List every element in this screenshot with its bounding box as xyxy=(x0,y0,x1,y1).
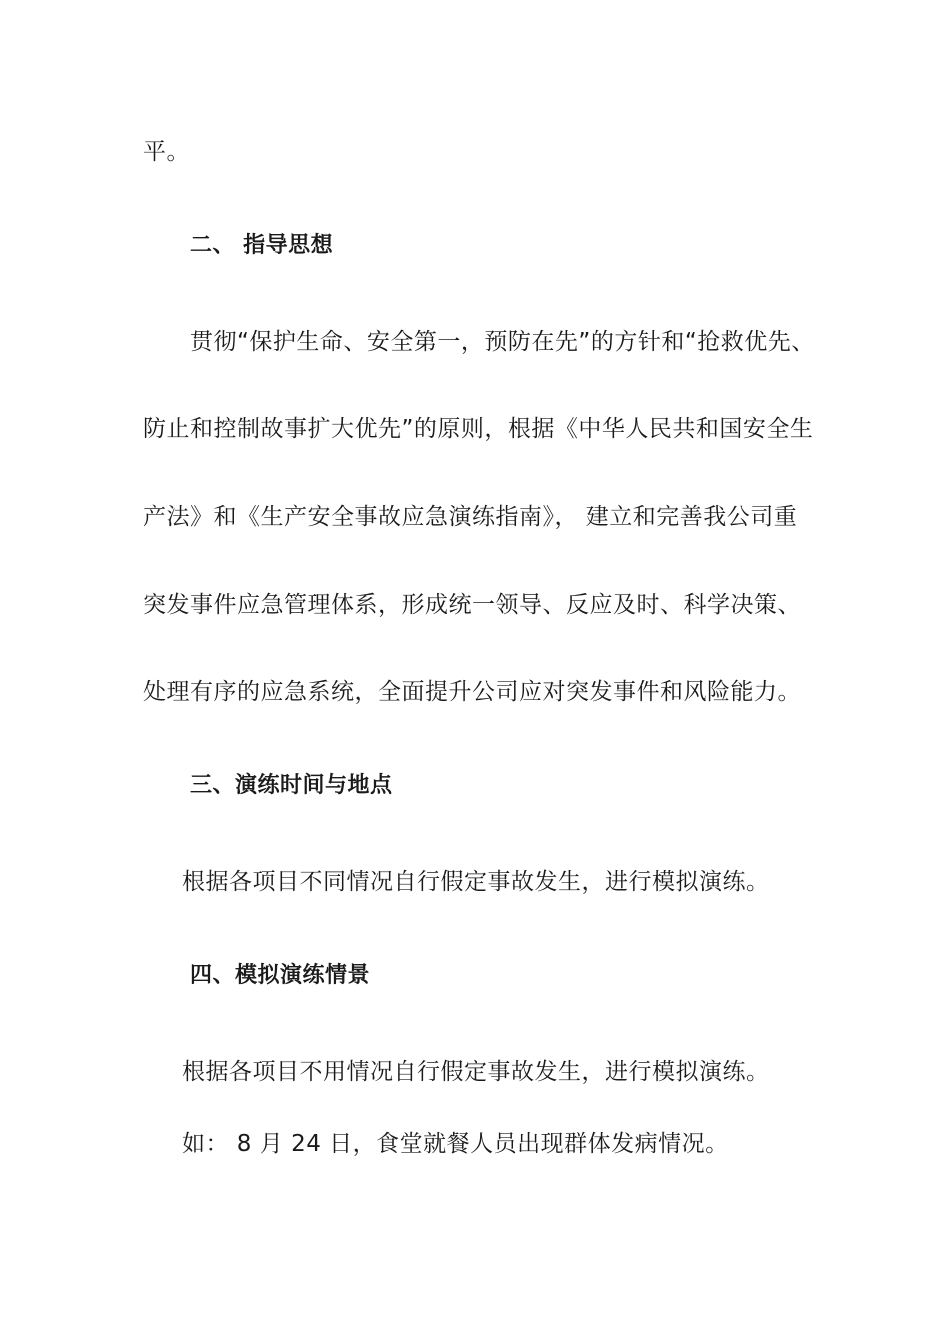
section-heading-drill-scenario: 四、模拟演练情景 xyxy=(190,963,371,988)
section-heading-drill-time-place: 三、演练时间与地点 xyxy=(190,773,393,798)
paragraph-line: 根据各项目不同情况自行假定事故发生，进行模拟演练。 xyxy=(182,869,770,895)
continuation-text: 平。 xyxy=(143,139,190,165)
paragraph-line: 防止和控制故事扩大优先”的原则，根据《中华人民共和国安全生 xyxy=(143,416,814,442)
paragraph-line: 如： 8 月 24 日，食堂就餐人员出现群体发病情况。 xyxy=(182,1131,729,1157)
paragraph-line: 贯彻“保护生命、安全第一，预防在先”的方针和“抢救优先、 xyxy=(190,329,815,355)
paragraph-line: 突发事件应急管理体系，形成统一领导、反应及时、科学决策、 xyxy=(143,592,801,618)
paragraph-line: 产法》和《生产安全事故应急演练指南》， 建立和完善我公司重 xyxy=(143,504,798,530)
paragraph-line: 处理有序的应急系统，全面提升公司应对突发事件和风险能力。 xyxy=(143,679,801,705)
section-heading-guiding-ideology: 二、 指导思想 xyxy=(190,233,334,258)
paragraph-line: 根据各项目不用情况自行假定事故发生，进行模拟演练。 xyxy=(182,1059,770,1085)
